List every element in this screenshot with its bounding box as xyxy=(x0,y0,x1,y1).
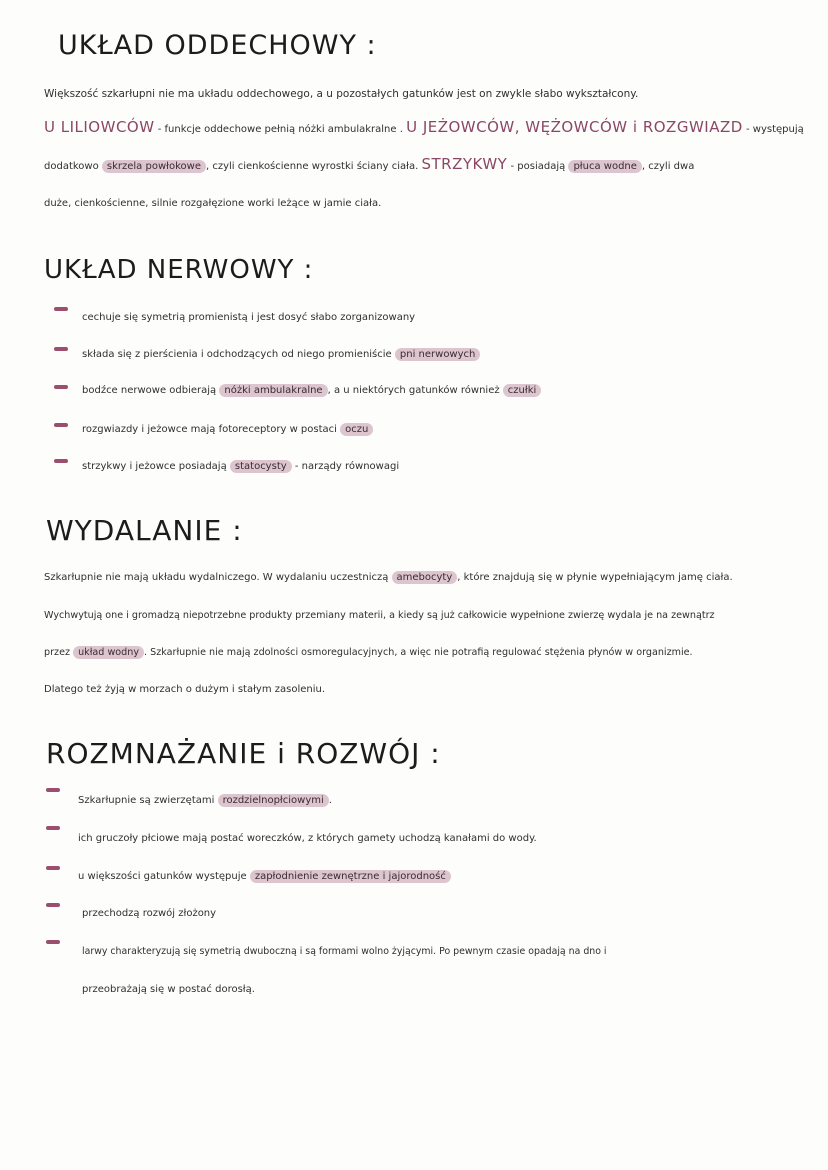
excretion-line-2: Wychwytują one i gromadzą niepotrzebne produkty przemiany materii, a kiedy są już całkowicie wypełnione zwierzę wydala je na zewnątrz xyxy=(44,610,715,621)
highlight-skrzela: skrzela powłokowe xyxy=(102,160,206,173)
nervous-item-5: strzykwy i jeżowce posiadają statocysty - narządy równowagi xyxy=(82,461,400,472)
respiratory-line-1: Większość szkarłupni nie ma układu oddechowego, a u pozostałych gatunków jest on zwykle słabo wykształcony. xyxy=(44,88,639,100)
bullet-marker xyxy=(54,423,68,427)
liliowce-label: U LILIOWCÓW xyxy=(44,118,155,136)
highlight-pluca: płuca wodne xyxy=(568,160,641,173)
bullet-marker xyxy=(46,826,60,830)
bullet-marker xyxy=(54,459,68,463)
repro-item-4: przechodzą rozwój złożony xyxy=(82,908,217,919)
repro-item-5-continued: przeobrażają się w postać dorosłą. xyxy=(82,984,255,995)
repro-item-1: Szkarłupnie są zwierzętami rozdzielnopłciowymi . xyxy=(78,795,332,806)
highlight-nozki: nóżki ambulakralne xyxy=(219,384,327,397)
heading-respiratory: UKŁAD ODDECHOWY : xyxy=(58,30,377,61)
bullet-marker xyxy=(46,866,60,870)
excretion-line-3: przez układ wodny . Szkarłupnie nie mają zdolności osmoregulacyjnych, a więc nie potrafią regulować stężenia płynów w organizmie. xyxy=(44,647,693,658)
highlight-oczu: oczu xyxy=(340,423,373,436)
highlight-amebocyty: amebocyty xyxy=(392,571,458,584)
nervous-item-3: bodźce nerwowe odbierają nóżki ambulakralne , a u niektórych gatunków również czułki xyxy=(82,385,541,396)
bullet-marker xyxy=(46,788,60,792)
respiratory-line-2: U LILIOWCÓW - funkcje oddechowe pełnią nóżki ambulakralne . U JEŻOWCÓW, WĘŻOWCÓW i ROZGWIAZD - występują xyxy=(44,118,804,136)
highlight-zaplodnienie: zapłodnienie zewnętrzne i jajorodność xyxy=(250,870,451,883)
highlight-statocysty: statocysty xyxy=(230,460,292,473)
jezowce-label: U JEŻOWCÓW, WĘŻOWCÓW i ROZGWIAZD xyxy=(406,118,743,136)
excretion-line-4: Dlatego też żyją w morzach o dużym i stałym zasoleniu. xyxy=(44,684,326,695)
heading-reproduction: ROZMNAŻANIE i ROZWÓJ : xyxy=(46,737,441,770)
strzykwy-label: STRZYKWY xyxy=(421,155,508,173)
highlight-uklad-wodny: układ wodny xyxy=(73,646,144,659)
repro-item-5: larwy charakteryzują się symetrią dwuboczną i są formami wolno żyjącymi. Po pewnym czasie opadają na dno i xyxy=(82,946,607,957)
excretion-line-1: Szkarłupnie nie mają układu wydalniczego. W wydalaniu uczestniczą amebocyty , które znajdują się w płynie wypełniającym jamę ciała. xyxy=(44,572,733,583)
respiratory-line-4: duże, cienkościenne, silnie rozgałęzione worki leżące w jamie ciała. xyxy=(44,198,382,209)
bullet-marker xyxy=(46,903,60,907)
highlight-rozdzielnoplciowymi: rozdzielnopłciowymi xyxy=(218,794,329,807)
nervous-item-4: rozgwiazdy i jeżowce mają fotoreceptory w postaci oczu xyxy=(82,424,373,435)
heading-excretion: WYDALANIE : xyxy=(46,514,243,547)
heading-nervous: UKŁAD NERWOWY : xyxy=(44,255,314,285)
bullet-marker xyxy=(54,385,68,389)
bullet-marker xyxy=(46,940,60,944)
respiratory-line-3: dodatkowo skrzela powłokowe , czyli cienkościenne wyrostki ściany ciała. STRZYKWY - posiadają płuca wodne , czyli dwa xyxy=(44,155,695,173)
bullet-marker xyxy=(54,347,68,351)
nervous-item-1: cechuje się symetrią promienistą i jest dosyć słabo zorganizowany xyxy=(82,312,416,323)
repro-item-3: u większości gatunków występuje zapłodnienie zewnętrzne i jajorodność xyxy=(78,871,451,882)
repro-item-2: ich gruczoły płciowe mają postać woreczków, z których gamety uchodzą kanałami do wody. xyxy=(78,833,537,844)
nervous-item-2: składa się z pierścienia i odchodzących od niego promieniście pni nerwowych xyxy=(82,349,480,360)
bullet-marker xyxy=(54,307,68,311)
highlight-pni: pni nerwowych xyxy=(395,348,480,361)
highlight-czulki: czułki xyxy=(503,384,542,397)
